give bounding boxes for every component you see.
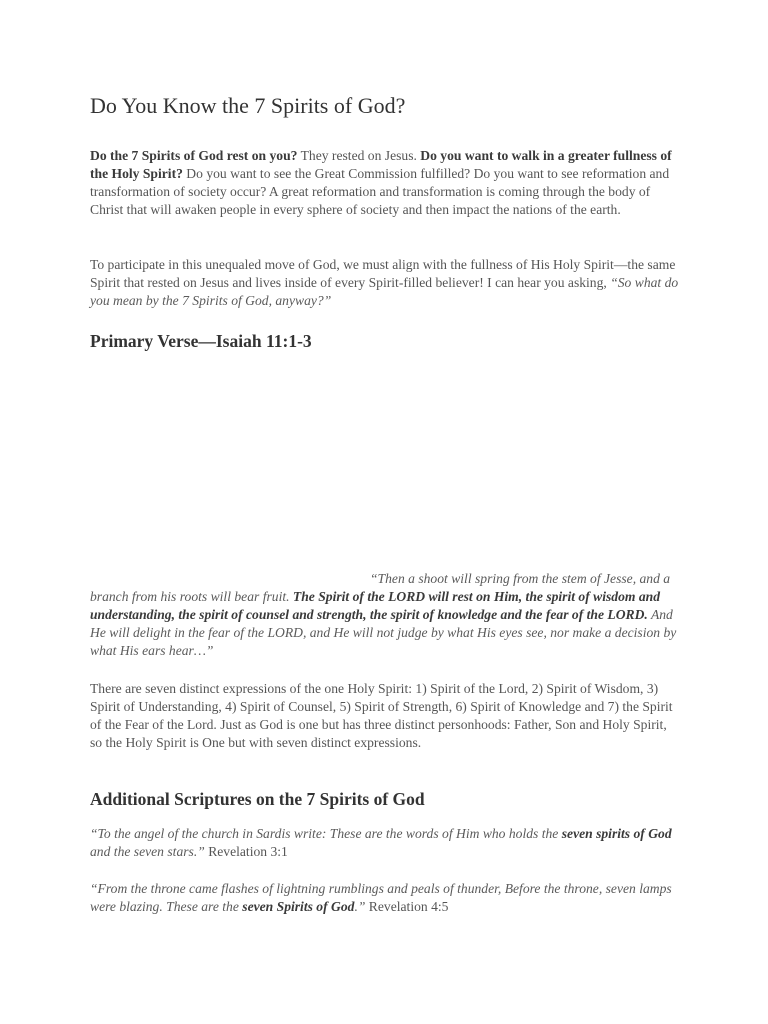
revelation-4-5-paragraph xyxy=(90,880,680,916)
revelation-3-1-paragraph xyxy=(90,825,680,861)
expressions-paragraph: There are seven distinct expressions of the one Holy Spirit: 1) Spirit of the Lord, 2) Spirit of Wisdom, 3) Spirit of Understanding, 4) Spirit of Counsel, 5) Spirit of Strength, 6) Spirit of Knowledge and 7) the Spirit of the Fear of the Lord. Just as God is one but has three distinct personhoods: Father, Son and Holy Spirit, so the Holy Spirit is One but with seven distinct expressions. xyxy=(90,681,673,750)
primary-verse-heading: Primary Verse—Isaiah 11:1-3 xyxy=(90,331,312,351)
rev31-quote-bold: seven spirits of God xyxy=(561,826,672,841)
intro-bold-question-2: Do you want to walk in a greater fullness of the Holy Spirit? xyxy=(90,148,672,181)
participate-paragraph xyxy=(90,256,680,310)
isaiah-quote-end: And He will delight in the fear of the LORD, and He will not judge by what His eyes see, nor make a decision by what His ears hear…” xyxy=(90,606,677,658)
rev45-reference: Revelation 4:5 xyxy=(365,898,449,914)
rev45-quote-bold: seven Spirits of God xyxy=(242,898,355,914)
intro-bold-question-1: Do the 7 Spirits of God rest on you? xyxy=(90,148,298,163)
participate-quote: “So what do you mean by the 7 Spirits of God, anyway?” xyxy=(90,274,679,308)
additional-scriptures-heading: Additional Scriptures on the 7 Spirits of God xyxy=(90,789,425,809)
embedded-blank-space xyxy=(90,365,680,565)
isaiah-quote-bold: The Spirit of the LORD will rest on Him, the spirit of wisdom and understanding, the spirit of counsel and strength, the spirit of knowledge and the fear of the LORD. xyxy=(90,588,660,622)
participate-text: To participate in this unequaled move of God, we must align with the fullness of His Holy Spirit—the same Spirit that rested on Jesus and lives inside of every Spirit-filled believer! I can hear you asking, xyxy=(90,257,676,290)
isaiah-quote-paragraph xyxy=(90,570,680,660)
rev31-quote-start: “To the angel of the church in Sardis write: These are the words of Him who holds the xyxy=(90,826,562,841)
page-title: Do You Know the 7 Spirits of God? xyxy=(90,93,406,118)
isaiah-quote-start: “Then a shoot will spring from the stem of Jesse, and a branch from his roots will bear fruit. xyxy=(90,571,671,604)
rev31-reference: Revelation 3:1 xyxy=(204,843,288,859)
rev31-quote-end: and the seven stars.” xyxy=(90,843,205,859)
rev45-quote-start: “From the throne came flashes of lightning rumblings and peals of thunder, Before the throne, seven lamps were blazing. These are the xyxy=(90,881,672,914)
intro-text-1: They rested on Jesus. xyxy=(297,148,421,163)
intro-text-2: Do you want to see the Great Commission fulfilled? Do you want to see reformation and transformation of society occur? A great reformation and transformation is coming through the body of Christ that will awaken people in every sphere of society and then impact the nations of the earth. xyxy=(90,165,670,217)
rev45-quote-end: .” xyxy=(354,898,366,914)
intro-paragraph xyxy=(90,147,680,219)
